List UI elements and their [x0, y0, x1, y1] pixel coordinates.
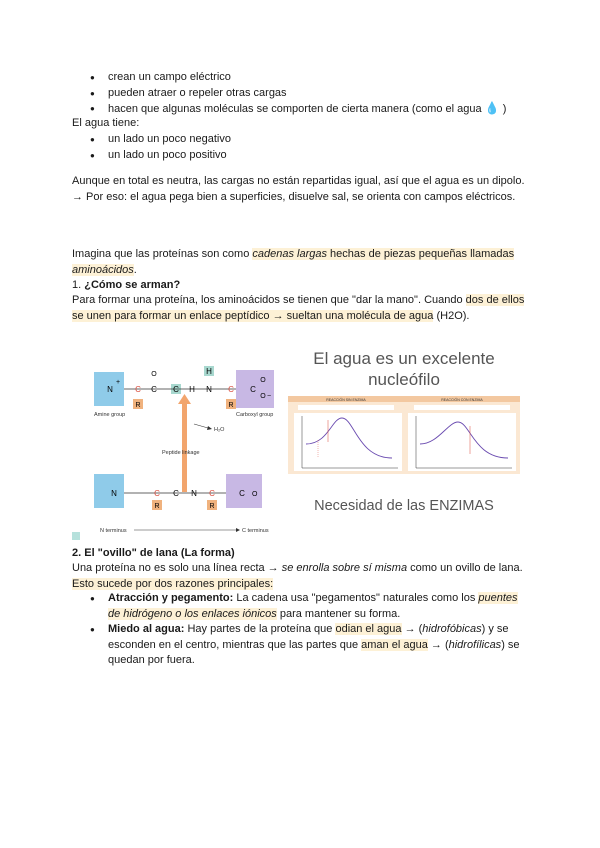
atom-label: O	[260, 377, 266, 384]
water-release-arrow	[194, 424, 208, 428]
section-heading-1: 1. ¿Cómo se arman?	[72, 279, 181, 291]
atom-label: C	[135, 385, 141, 394]
energy-graphs	[288, 396, 520, 474]
bond-formation-arrow	[182, 402, 187, 492]
graph-panel-2	[408, 413, 516, 471]
atom-label: N	[206, 385, 212, 394]
n-terminus-label: N terminus	[100, 528, 127, 534]
ovillo-paragraph: Una proteína no es solo una línea recta → se enrolla sobre sí misma como un ovillo de lana. Esto sucede por dos razones principales:	[72, 562, 523, 590]
teal-marker	[72, 532, 80, 540]
list-item: ● hacen que algunas moléculas se comporten de cierta manera (como el agua 💧 )	[90, 101, 506, 118]
arrowhead	[207, 426, 212, 430]
charge-label: +	[116, 379, 121, 386]
panel-subheading-box	[298, 405, 394, 410]
atom-label: H	[189, 385, 195, 394]
atom-label: R	[154, 503, 160, 510]
peptide-bond-figure	[86, 352, 280, 542]
shape-reasons-list	[90, 591, 530, 669]
atom-label: C	[209, 489, 215, 498]
atom-label: N	[111, 489, 117, 498]
atom-label: N	[107, 385, 113, 394]
panel-subheading-box	[414, 405, 510, 410]
water-label: H₂O	[214, 427, 225, 433]
list-item: ● pueden atraer o repeler otras cargas	[90, 86, 506, 102]
water-drop-icon: 💧	[484, 101, 500, 115]
atom-label: C	[239, 489, 245, 498]
header-strip	[288, 396, 520, 402]
c-terminus-label: C terminus	[242, 528, 269, 534]
panel-heading: REACCIÓN CON ENZIMA	[441, 398, 483, 402]
atom-label: O	[151, 371, 157, 378]
list-item: ● un lado un poco positivo	[90, 148, 231, 164]
atom-label: O	[260, 393, 266, 400]
list-item: ● un lado un poco negativo	[90, 132, 231, 148]
list-item: ● Atracción y pegamento: La cadena usa "pegamentos" naturales como los puentes de hidrógeno o los enlaces iónicos para mantener su forma.	[90, 591, 530, 622]
arrowhead	[236, 528, 240, 532]
charge-label: −	[267, 393, 272, 400]
list-item: ● Miedo al agua: Hay partes de la proteína que odian el agua → (hidrofóbicas) y se esconden en el centro, mientras que las partes que aman el agua → (hidrofílicas) se quedan por fuera.	[90, 622, 530, 669]
atom-label: R	[135, 402, 141, 409]
peptide-linkage-label: Peptide linkage	[162, 450, 200, 456]
atom-label: C	[173, 489, 179, 498]
amine-box-bottom	[94, 474, 124, 508]
atom-label: N	[191, 489, 197, 498]
dipole-paragraph: Aunque en total es neutra, las cargas no están repartidas igual, así que el agua es un dipolo. → Por eso: el agua pega bien a superficies, disuelve sal, se orienta con campos eléctricos.	[72, 175, 525, 203]
panel-heading: REACCIÓN SIN ENZIMA	[326, 398, 366, 402]
atom-label: C	[154, 489, 160, 498]
arrowhead	[178, 394, 191, 404]
slide-title-line-1: El agua es un excelente	[313, 349, 495, 368]
atom-label: O	[252, 491, 258, 498]
charge-effects-list	[90, 70, 506, 118]
carboxyl-group-label: Carboxyl group	[236, 412, 274, 418]
list-item: ● crean un campo eléctrico	[90, 70, 506, 86]
slide-footer: Necesidad de las ENZIMAS	[314, 498, 494, 514]
atom-label: C	[173, 385, 179, 394]
water-sides-list	[90, 132, 231, 163]
amine-group-label: Amine group	[94, 412, 126, 418]
atom-label: C	[228, 385, 234, 394]
section-heading-2: 2. El "ovillo" de lana (La forma)	[72, 547, 235, 559]
water-has-label: El agua tiene:	[72, 117, 140, 129]
atom-label: R	[228, 402, 234, 409]
atom-label: C	[250, 385, 256, 394]
atom-label: R	[209, 503, 215, 510]
peptide-bond-paragraph: Para formar una proteína, los aminoácidos se tienen que "dar la mano". Cuando dos de ellos se unen para formar un enlace peptídico → sueltan una molécula de agua (H2O).	[72, 294, 525, 322]
atom-label: H	[206, 367, 212, 376]
slide-title-line-2: nucleófilo	[368, 370, 440, 389]
proteins-intro-paragraph: Imagina que las proteínas son como cadenas largas hechas de piezas pequeñas llamadas aminoácidos.	[72, 248, 515, 276]
enzyme-slide-image	[288, 340, 520, 530]
peptide-bond-diagram	[86, 352, 280, 542]
atom-label: C	[151, 385, 157, 394]
